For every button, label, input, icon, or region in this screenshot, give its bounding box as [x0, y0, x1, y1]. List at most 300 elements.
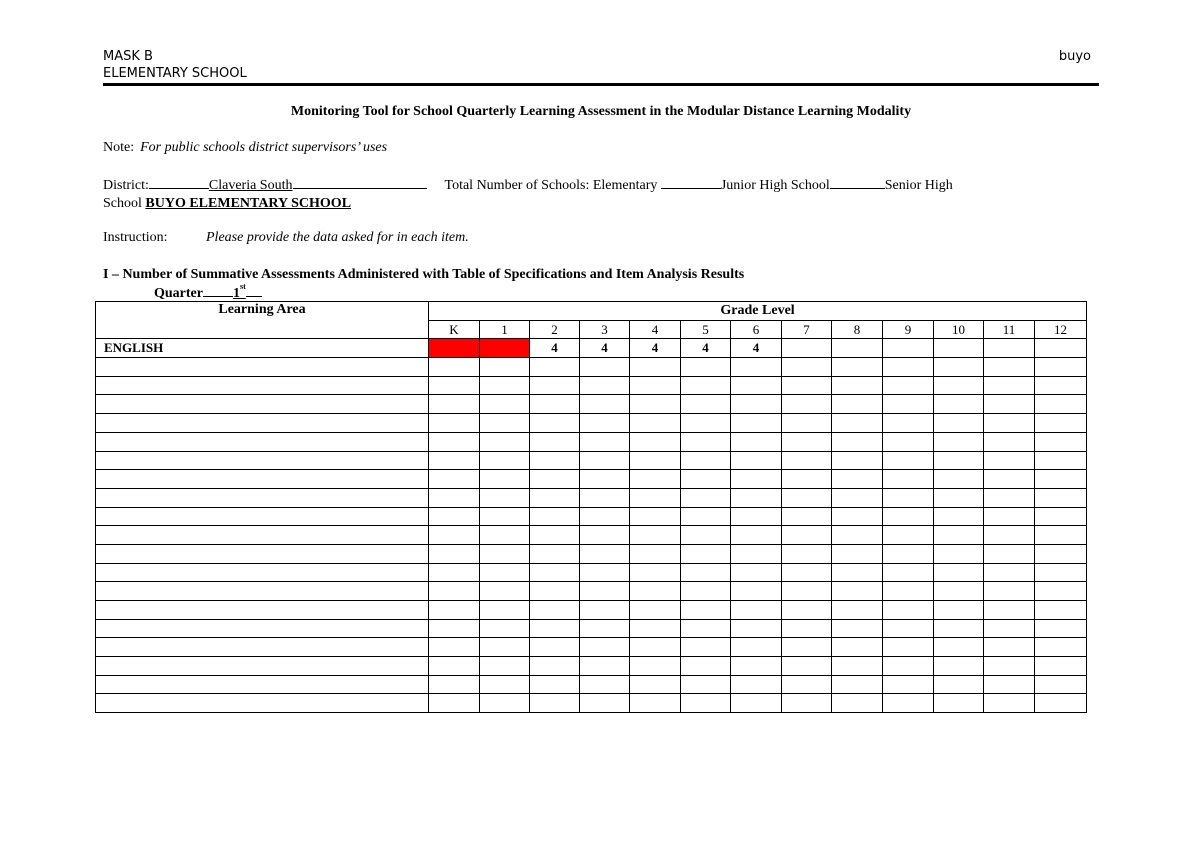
grade-value-cell	[580, 619, 630, 638]
grade-value-cell	[782, 507, 832, 526]
grade-header-cell: 1	[480, 320, 530, 339]
grade-value-cell	[530, 395, 580, 414]
learning-area-cell	[96, 488, 429, 507]
grade-value-cell	[530, 563, 580, 582]
grade-value-cell	[782, 339, 832, 358]
grade-value-cell	[530, 657, 580, 676]
grade-value-cell	[429, 488, 480, 507]
grade-value-cell	[681, 619, 731, 638]
grade-value-cell	[429, 563, 480, 582]
grade-value-cell	[984, 470, 1035, 489]
note-line	[103, 140, 387, 156]
table-row	[96, 358, 1087, 377]
note-label: Note:	[103, 140, 135, 155]
grade-value-cell	[731, 507, 782, 526]
table-row	[96, 507, 1087, 526]
grade-level-header: Grade Level	[429, 302, 1087, 321]
grade-value-cell: 4	[681, 339, 731, 358]
grade-value-cell	[1035, 395, 1087, 414]
table-row	[96, 582, 1087, 601]
grade-value-cell	[429, 619, 480, 638]
grade-value-cell	[580, 544, 630, 563]
grade-value-cell	[883, 526, 934, 545]
grade-value-cell	[984, 526, 1035, 545]
grade-value-cell	[480, 526, 530, 545]
grade-value-cell	[984, 657, 1035, 676]
grade-value-cell	[681, 470, 731, 489]
grade-value-cell	[832, 432, 883, 451]
grade-value-cell	[832, 675, 883, 694]
grade-value-cell	[984, 601, 1035, 620]
table-row	[96, 395, 1087, 414]
grade-value-cell	[832, 601, 883, 620]
grade-value-cell	[782, 451, 832, 470]
grade-value-cell	[782, 432, 832, 451]
table-row	[96, 470, 1087, 489]
grade-value-cell	[883, 582, 934, 601]
grade-value-cell	[883, 358, 934, 377]
junior-high-label: Junior High School	[720, 178, 830, 193]
grade-value-cell	[630, 694, 681, 713]
grade-value-cell	[984, 488, 1035, 507]
grade-value-cell	[1035, 544, 1087, 563]
grade-value-cell	[782, 619, 832, 638]
grade-value-cell	[984, 432, 1035, 451]
grade-value-cell	[1035, 488, 1087, 507]
grade-value-cell: 4	[530, 339, 580, 358]
grade-value-cell	[883, 657, 934, 676]
grade-value-cell	[480, 414, 530, 433]
grade-value-cell	[429, 451, 480, 470]
grade-value-cell	[530, 694, 580, 713]
junior-high-count-field	[830, 176, 885, 189]
grade-value-cell	[530, 638, 580, 657]
grade-value-cell	[934, 657, 984, 676]
grade-value-cell	[731, 432, 782, 451]
grade-value-cell	[883, 563, 934, 582]
grade-value-cell	[429, 582, 480, 601]
grade-value-cell	[883, 470, 934, 489]
grade-value-cell	[630, 657, 681, 676]
grade-value-cell	[883, 694, 934, 713]
grade-value-cell	[1035, 563, 1087, 582]
grade-value-cell	[480, 619, 530, 638]
grade-value-cell	[480, 451, 530, 470]
grade-value-cell	[681, 582, 731, 601]
instruction-line	[103, 230, 469, 246]
grade-value-cell	[480, 544, 530, 563]
grade-value-cell	[832, 526, 883, 545]
grade-value-cell	[731, 544, 782, 563]
quarter-label: Quarter	[154, 286, 203, 301]
table-row	[96, 694, 1087, 713]
grade-value-cell	[630, 582, 681, 601]
grade-value-cell	[782, 582, 832, 601]
grade-header-cell: 9	[883, 320, 934, 339]
grade-value-cell	[580, 358, 630, 377]
learning-area-cell	[96, 526, 429, 545]
grade-value-cell	[731, 414, 782, 433]
grade-value-cell	[832, 488, 883, 507]
grade-value-cell	[580, 657, 630, 676]
grade-value-cell	[681, 657, 731, 676]
grade-value-cell	[934, 488, 984, 507]
grade-value-cell	[731, 358, 782, 377]
grade-value-cell	[832, 339, 883, 358]
quarter-blank-trailing	[246, 284, 262, 297]
grade-header-cell: 8	[832, 320, 883, 339]
grade-value-cell	[782, 601, 832, 620]
document-title: Monitoring Tool for School Quarterly Learning Assessment in the Modular Distance Learning Modality	[290, 104, 912, 119]
grade-value-cell	[630, 451, 681, 470]
table-row	[96, 451, 1087, 470]
grade-value-cell	[480, 488, 530, 507]
table-row	[96, 638, 1087, 657]
grade-value-cell	[782, 526, 832, 545]
grade-value-cell	[883, 601, 934, 620]
grade-value-cell	[782, 544, 832, 563]
grade-value-cell	[681, 544, 731, 563]
learning-area-cell	[96, 507, 429, 526]
grade-value-cell	[530, 358, 580, 377]
grade-value-cell	[883, 638, 934, 657]
grade-value-cell	[530, 470, 580, 489]
grade-value-cell	[883, 376, 934, 395]
table-row	[96, 601, 1087, 620]
learning-area-cell	[96, 432, 429, 451]
grade-value-cell	[1035, 694, 1087, 713]
grade-value-cell	[883, 339, 934, 358]
learning-area-cell	[96, 675, 429, 694]
grade-value-cell	[681, 563, 731, 582]
grade-value-cell	[480, 601, 530, 620]
grade-value-cell	[429, 376, 480, 395]
grade-header-cell: 12	[1035, 320, 1087, 339]
header-right-label: buyo	[1058, 49, 1091, 64]
grade-value-cell	[630, 376, 681, 395]
grade-value-cell	[782, 395, 832, 414]
learning-area-cell	[96, 619, 429, 638]
grade-value-cell	[630, 601, 681, 620]
grade-value-cell	[832, 395, 883, 414]
grade-value-cell	[480, 657, 530, 676]
grade-value-cell	[429, 638, 480, 657]
grade-value-cell	[530, 432, 580, 451]
grade-value-cell	[630, 544, 681, 563]
learning-area-cell	[96, 470, 429, 489]
grade-value-cell	[480, 395, 530, 414]
learning-area-cell	[96, 451, 429, 470]
assessment-table	[95, 301, 1087, 713]
grade-value-cell	[681, 675, 731, 694]
grade-value-cell	[480, 432, 530, 451]
grade-value-cell	[934, 395, 984, 414]
grade-value-cell	[530, 451, 580, 470]
grade-value-cell	[934, 601, 984, 620]
district-blank-trailing	[293, 176, 427, 189]
grade-header-cell: 11	[984, 320, 1035, 339]
grade-value-cell	[1035, 582, 1087, 601]
grade-value-cell	[580, 451, 630, 470]
grade-value-cell	[630, 358, 681, 377]
grade-value-cell	[832, 619, 883, 638]
page-header-left	[103, 48, 247, 82]
grade-value-cell	[984, 376, 1035, 395]
grade-value-cell	[580, 488, 630, 507]
grade-value-cell	[934, 694, 984, 713]
learning-area-cell	[96, 395, 429, 414]
grade-header-cell: 3	[580, 320, 630, 339]
table-row	[96, 488, 1087, 507]
grade-value-cell	[984, 339, 1035, 358]
grade-value-cell	[480, 582, 530, 601]
grade-value-cell	[429, 657, 480, 676]
grade-value-cell	[984, 563, 1035, 582]
grade-value-cell	[480, 675, 530, 694]
grade-value-cell	[681, 395, 731, 414]
grade-value-cell	[883, 451, 934, 470]
grade-value-cell	[580, 470, 630, 489]
note-text: For public schools district supervisors’ uses	[140, 140, 388, 155]
grade-value-cell	[530, 376, 580, 395]
total-schools-label: Total Number of Schools: Elementary	[444, 178, 658, 193]
grade-value-cell	[934, 582, 984, 601]
grade-value-cell	[681, 414, 731, 433]
grade-value-cell	[429, 432, 480, 451]
quarter-suffix: st	[239, 282, 246, 291]
grade-value-cell	[883, 488, 934, 507]
grade-value-cell	[681, 451, 731, 470]
grade-value-cell	[480, 563, 530, 582]
grade-value-cell	[984, 675, 1035, 694]
grade-value-cell	[630, 488, 681, 507]
grade-value-cell	[681, 432, 731, 451]
grade-value-cell	[580, 675, 630, 694]
grade-value-cell: 4	[580, 339, 630, 358]
grade-value-cell	[580, 694, 630, 713]
grade-value-cell	[580, 638, 630, 657]
learning-area-cell	[96, 563, 429, 582]
grade-value-cell	[731, 619, 782, 638]
grade-value-cell	[832, 451, 883, 470]
grade-header-cell: 5	[681, 320, 731, 339]
grade-value-cell	[832, 694, 883, 713]
grade-value-cell	[580, 563, 630, 582]
grade-value-cell	[883, 414, 934, 433]
grade-value-cell	[1035, 657, 1087, 676]
district-blank	[149, 176, 209, 189]
grade-value-cell	[984, 582, 1035, 601]
grade-value-cell	[883, 544, 934, 563]
grade-header-cell: 10	[934, 320, 984, 339]
grade-value-cell	[1035, 376, 1087, 395]
grade-value-cell	[934, 414, 984, 433]
highlighted-cell	[429, 339, 480, 358]
mask-label: MASK B	[103, 49, 153, 64]
school-name: BUYO ELEMENTARY SCHOOL	[145, 196, 352, 211]
quarter-line	[154, 284, 262, 302]
grade-value-cell	[832, 563, 883, 582]
grade-value-cell	[731, 601, 782, 620]
learning-area-header: Learning Area	[96, 302, 429, 339]
grade-value-cell	[530, 619, 580, 638]
grade-value-cell	[630, 526, 681, 545]
grade-value-cell	[731, 451, 782, 470]
grade-value-cell	[1035, 619, 1087, 638]
table-header-row	[96, 302, 1087, 321]
grade-value-cell	[883, 507, 934, 526]
grade-header-cell: 4	[630, 320, 681, 339]
grade-value-cell	[934, 470, 984, 489]
grade-value-cell	[530, 544, 580, 563]
grade-value-cell	[984, 619, 1035, 638]
grade-value-cell	[731, 376, 782, 395]
grade-value-cell	[630, 395, 681, 414]
grade-value-cell	[832, 544, 883, 563]
learning-area-cell	[96, 376, 429, 395]
grade-value-cell	[832, 358, 883, 377]
table-row	[96, 432, 1087, 451]
learning-area-cell	[96, 657, 429, 676]
grade-value-cell	[782, 694, 832, 713]
grade-value-cell	[1035, 675, 1087, 694]
grade-value-cell	[782, 488, 832, 507]
grade-header-cell: K	[429, 320, 480, 339]
grade-value-cell	[1035, 470, 1087, 489]
grade-value-cell	[681, 601, 731, 620]
grade-value-cell	[630, 470, 681, 489]
grade-value-cell	[883, 675, 934, 694]
grade-value-cell	[580, 526, 630, 545]
grade-value-cell	[630, 619, 681, 638]
grade-value-cell	[580, 395, 630, 414]
grade-value-cell	[580, 432, 630, 451]
table-row	[96, 414, 1087, 433]
grade-value-cell	[1035, 414, 1087, 433]
learning-area-cell	[96, 544, 429, 563]
grade-value-cell	[1035, 339, 1087, 358]
grade-value-cell	[1035, 432, 1087, 451]
grade-value-cell	[429, 601, 480, 620]
grade-value-cell	[630, 507, 681, 526]
grade-value-cell	[934, 432, 984, 451]
grade-value-cell	[530, 488, 580, 507]
grade-value-cell	[782, 376, 832, 395]
grade-value-cell	[1035, 638, 1087, 657]
table-row	[96, 376, 1087, 395]
grade-value-cell	[984, 544, 1035, 563]
grade-value-cell	[1035, 451, 1087, 470]
grade-value-cell	[530, 526, 580, 545]
grade-value-cell	[934, 507, 984, 526]
grade-value-cell	[782, 358, 832, 377]
grade-value-cell	[530, 675, 580, 694]
school-label: School	[103, 196, 142, 211]
grade-value-cell	[731, 488, 782, 507]
grade-value-cell	[480, 507, 530, 526]
grade-value-cell	[429, 414, 480, 433]
instruction-label: Instruction:	[103, 230, 168, 245]
grade-value-cell	[832, 414, 883, 433]
grade-value-cell	[530, 507, 580, 526]
grade-value-cell	[832, 582, 883, 601]
grade-value-cell	[480, 638, 530, 657]
grade-value-cell	[731, 563, 782, 582]
grade-value-cell	[480, 694, 530, 713]
district-label: District:	[103, 178, 149, 193]
grade-value-cell	[883, 619, 934, 638]
grade-value-cell	[580, 582, 630, 601]
grade-value-cell	[731, 470, 782, 489]
grade-value-cell	[984, 638, 1035, 657]
grade-value-cell	[429, 470, 480, 489]
district-value: Claveria South	[208, 178, 293, 193]
quarter-value	[232, 282, 246, 301]
grade-value-cell	[429, 507, 480, 526]
grade-value-cell	[580, 376, 630, 395]
grade-value-cell	[630, 675, 681, 694]
grade-value-cell	[429, 694, 480, 713]
grade-value-cell	[832, 638, 883, 657]
quarter-blank	[203, 284, 233, 297]
grade-value-cell	[731, 657, 782, 676]
highlighted-cell	[480, 339, 530, 358]
grade-value-cell	[731, 526, 782, 545]
grade-value-cell	[782, 657, 832, 676]
grade-value-cell	[832, 470, 883, 489]
learning-area-cell	[96, 694, 429, 713]
grade-value-cell	[731, 638, 782, 657]
grade-value-cell	[681, 507, 731, 526]
grade-value-cell	[934, 563, 984, 582]
learning-area-cell	[96, 638, 429, 657]
table-row	[96, 339, 1087, 358]
grade-value-cell	[731, 395, 782, 414]
grade-value-cell	[934, 526, 984, 545]
grade-header-cell: 7	[782, 320, 832, 339]
grade-value-cell	[782, 414, 832, 433]
grade-value-cell	[429, 544, 480, 563]
table-row	[96, 675, 1087, 694]
section-title: I – Number of Summative Assessments Administered with Table of Specifications and Item Analysis Results	[103, 267, 745, 282]
grade-value-cell	[832, 657, 883, 676]
grade-value-cell	[934, 544, 984, 563]
grade-value-cell	[480, 376, 530, 395]
grade-value-cell	[681, 638, 731, 657]
grade-value-cell	[934, 358, 984, 377]
grade-value-cell	[934, 451, 984, 470]
learning-area-cell	[96, 601, 429, 620]
grade-value-cell	[1035, 358, 1087, 377]
grade-value-cell	[681, 488, 731, 507]
grade-value-cell	[934, 376, 984, 395]
district-info	[103, 176, 1093, 213]
grade-value-cell	[681, 376, 731, 395]
grade-value-cell	[984, 451, 1035, 470]
grade-value-cell	[782, 563, 832, 582]
quarter-number: 1	[232, 286, 240, 301]
grade-value-cell	[984, 395, 1035, 414]
grade-value-cell	[984, 507, 1035, 526]
grade-value-cell	[580, 507, 630, 526]
grade-value-cell	[782, 638, 832, 657]
grade-value-cell	[1035, 601, 1087, 620]
grade-value-cell	[580, 414, 630, 433]
grade-value-cell: 4	[630, 339, 681, 358]
grade-value-cell	[480, 358, 530, 377]
grade-value-cell	[530, 582, 580, 601]
grade-value-cell	[984, 694, 1035, 713]
